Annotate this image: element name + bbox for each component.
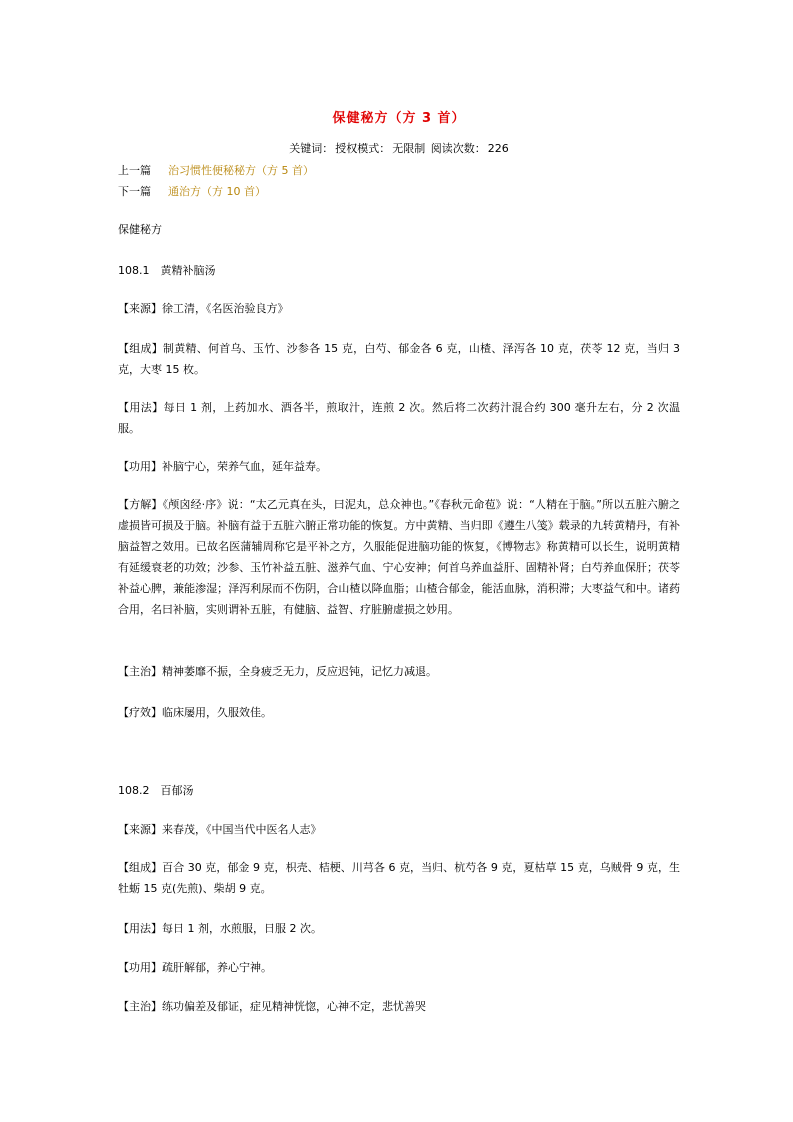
recipe-1-composition: 【组成】制黄精、何首乌、玉竹、沙参各 15 克，白芍、郁金各 6 克，山楂、泽泻各 10 克，茯苓 12 克，当归 3 克，大枣 15 枚。: [118, 342, 680, 376]
prev-article-row: [118, 162, 314, 178]
recipe-1-heading: 108.1 黄精补脑汤: [118, 264, 216, 277]
reads-label: 阅读次数：: [430, 142, 486, 155]
recipe-1-function: 【功用】补脑宁心，荣养气血，延年益寿。: [118, 460, 327, 473]
recipe-2-function: 【功用】疏肝解郁，养心宁神。: [118, 961, 272, 974]
recipe-2-usage: 【用法】每日 1 剂，水煎服，日服 2 次。: [118, 922, 322, 935]
next-article-link[interactable]: 通治方（方 10 首）: [168, 185, 266, 198]
article-meta: [118, 140, 680, 156]
recipe-1-usage: 【用法】每日 1 剂，上药加水、酒各半，煎取汁，连煎 2 次。然后将二次药汁混合约 300 毫升左右，分 2 次温服。: [118, 401, 680, 435]
auth-label: 授权模式：: [335, 142, 391, 155]
recipe-1-explanation: 【方解】《颅囟经·序》说：“太乙元真在头，曰泥丸，总众神也。”《春秋元命苞》说：“人精在于脑。”所以五脏六腑之虚损皆可损及于脑。补脑有益于五脏六腑正常功能的恢复。方中黄精、当归即《遵生八笺》载录的九转黄精丹，有补脑益智之效用。已故名医蒲辅周称它是平补之方，久服能促进脑功能的恢复，《博物志》称黄精可以长生，说明黄精有延缓衰老的功效；沙参、玉竹补益五脏、滋养气血、宁心安神；何首乌养血益肝、固精补肾；白芍养血保肝；茯苓补益心脾，兼能渗湿；泽泻利尿而不伤阴，合山楂以降血脂；山楂合郁金，能活血脉，消积滞；大枣益气和中。诸药合用，名曰补脑，实则谓补五脏，有健脑、益智、疗脏腑虚损之妙用。: [118, 498, 680, 616]
next-label: 下一篇: [118, 185, 151, 198]
recipe-1-source: 【来源】徐工清，《名医治验良方》: [118, 302, 289, 315]
recipe-2-indication: 【主治】练功偏差及郁证，症见精神恍惚，心神不定，悲忧善哭: [118, 1000, 426, 1013]
keywords-label: 关键词：: [289, 142, 334, 155]
prev-label: 上一篇: [118, 164, 151, 177]
next-article-row: [118, 183, 266, 199]
recipe-1-indication: 【主治】精神萎靡不振，全身疲乏无力，反应迟钝，记忆力减退。: [118, 665, 437, 678]
recipe-2-heading: 108.2 百郁汤: [118, 784, 194, 797]
prev-article-link[interactable]: 治习惯性便秘秘方（方 5 首）: [168, 164, 314, 177]
recipe-2-composition: 【组成】百合 30 克，郁金 9 克，枳壳、桔梗、川芎各 6 克，当归、杭芍各 9 克，夏枯草 15 克，乌贼骨 9 克，生牡蛎 15 克(先煎)、柴胡 9 克。: [118, 861, 680, 895]
recipe-2-source: 【来源】来春茂，《中国当代中医名人志》: [118, 823, 322, 836]
article-title: 保健秘方（方 3 首）: [332, 111, 466, 126]
auth-value: 无限制: [392, 142, 426, 155]
reads-value: 226: [487, 142, 509, 155]
recipe-1-efficacy: 【疗效】临床屡用，久服效佳。: [118, 706, 272, 719]
section-title: 保健秘方: [118, 223, 162, 236]
